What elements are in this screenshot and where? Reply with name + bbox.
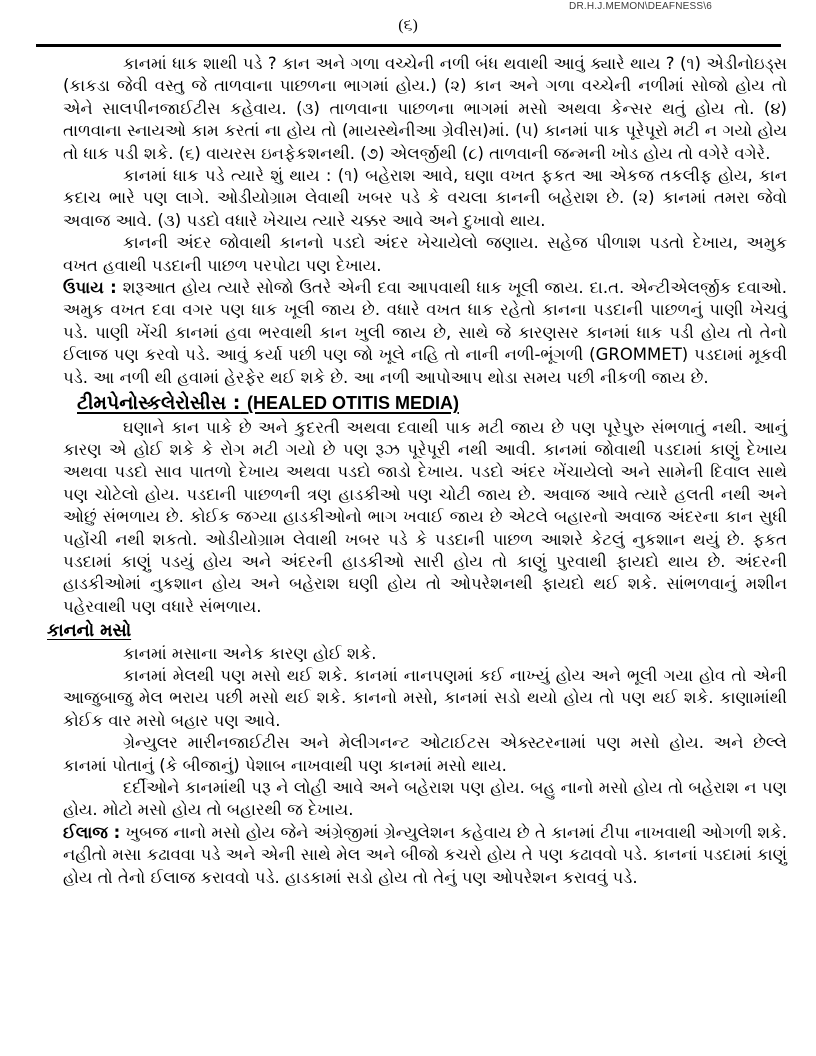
paragraph-ear-blockage-causes: કાનમાં ધાક શાથી પડે ? કાન અને ગળા વચ્ચેની નળી બંધ થવાથી આવું ક્યારે થાય ? (૧) એડીનોઇડ્સ (કાકડા જેવી વસ્તુ જે તાળવાના પાછળના ભાગમાં હોય.) (૨) કાન અને ગળા વચ્ચેની નળીમાં સોજો હોય તો એને સાલપીનજાઈટીસ કહેવાય. (૩) તાળવાના પાછળના ભાગમાં મસો અથવા કેન્સર થતું હોય તો. (૪) તાળવાના સ્નાયઓ કામ કરતાં ના હોય તો (માયસ્થેનીઆ ગ્રેવીસ)માં. (૫) કાનમાં પાક પૂરેપૂરો મટી ન ગયો હોય તો ધાક પડી શકે. (૬) વાયરસ ઇનફેકશનથી. (૭) એલર્જીથી (૮) તાળવાની જન્મની ખોડ હોય તો વગેરે વગેરે. — [63, 54, 787, 163]
heading-healed-otitis-media-english: (HEALED OTITIS MEDIA) — [246, 393, 459, 414]
treatment-text: ખુબજ નાનો મસો હોય જેને અંગ્રેજીમાં ગ્રેન્યુલેશન કહેવાય છે તે કાનમાં ટીપા નાખવાથી ઓગળી શકે. નહીતો મસા કઢાવવા પડે અને એની સાથે મેલ અને બીજો કચરો હોય તે પણ કઢાવવો પડે. કાનનાં પડદામાં કાણું હોય તો તેનો ઈલાજ કરાવવો પડે. હાડકામાં સડો હોય તો તેનું પણ ઓપરેશન કરાવવું પડે. — [63, 822, 787, 887]
remedy-label: ઉપાય : — [63, 278, 117, 298]
paragraph-ear-blockage-symptoms: કાનમાં ધાક પડે ત્યારે શું થાય : (૧) બહેરાશ આવે, ઘણા વખત ફકત આ એકજ તકલીફ હોય, કાન કદાચ ભારે પણ લાગે. ઓડીયોગ્રામ લેવાથી ખબર પડે કે વચલા કાનની બહેરાશ છે. (૨) કાનમાં તમરા જેવો અવાજ આવે. (૩) પડદો વધારે ખેચાય ત્યારે ચક્કર આવે અને દુખાવો થાય. — [63, 166, 787, 230]
heading-tympanosclerosis-gujarati: ટીમપેનોસ્કલેરોસીસ : — [77, 392, 241, 415]
paragraph-treatment — [63, 822, 787, 889]
paragraph-ear-examination: કાનની અંદર જોવાથી કાનનો પડદો અંદર ખેચાયેલો જણાય. સહેજ પીળાશ પડતો દેખાય, અમુક વખત હવાથી પડદાની પાછળ પરપોટા પણ દેખાય. — [63, 233, 787, 275]
paragraph-polyp-causes-more: ગ્રેન્યુલર મારીનજાઈટીસ અને મેલીગનન્ટ ઓટાઈટસ એક્સ્ટરનામાં પણ મસો હોય. અને છેલ્લે કાનમાં પોતાનું (કે બીજાનું) પેશાબ નાખવાથી પણ કાનમાં મસો થાય. — [63, 733, 787, 775]
document-body — [47, 53, 787, 889]
section-heading-ear-polyp — [47, 620, 787, 642]
header-rule-divider — [36, 44, 781, 47]
page-number: (૬) — [398, 17, 418, 34]
treatment-label: ઈલાજ : — [63, 822, 121, 842]
paragraph-polyp-causes: કાનમાં મેલથી પણ મસો થઈ શકે. કાનમાં નાનપણમાં કઈ નાખ્યું હોય અને ભૂલી ગયા હોવ તો એની આજુબાજુ મેલ ભરાય પછી મસો થઈ શકે. કાનનો મસો, કાનમાં સડો થયો હોય તો પણ થઈ શકે. કાણામાંથી કોઈક વાર મસો બહાર પણ આવે. — [63, 665, 787, 730]
section-heading-tympanosclerosis — [77, 392, 787, 414]
paragraph-remedy — [63, 277, 787, 389]
heading-ear-polyp-label: કાનનો મસો — [47, 621, 132, 642]
paragraph-polyp-symptoms: દર્દીઓને કાનમાંથી પરૂ ને લોહી આવે અને બહેરાશ પણ હોય. બહુ નાનો મસો હોય તો બહેરાશ ન પણ હોય. મોટો મસો હોય તો બહારથી જ દેખાય. — [63, 778, 787, 820]
remedy-text: શરૂઆત હોય ત્યારે સોજો ઉતરે એની દવા આપવાથી ધાક ખૂલી જાય. દા.ત. એન્ટીએલર્જીક દવાઓ. અમુક વખત દવા વગર પણ ધાક ખૂલી જાય છે. વધારે વખત ધાક રહેતો કાનના પડદાની પાછળનું પાણી ખેચવું પડે. પાણી ખેંચી કાનમાં હવા ભરવાથી કાન ખુલી જાય છે, સાથે જે કારણસર કાનમાં ધાક પડી હોય તો તેનો ઈલાજ પણ કરવો પડે. આવું કર્યા પછી પણ જો ખૂલે નહિ તો નાની નળી-ભૂંગળી (GROMMET) પડદામાં મૂકવી પડે. આ નળી થી હવામાં હેરફેર થઈ શકે છે. આ નળી આપોઆપ થોડા સમય પછી નીકળી જાય છે. — [63, 278, 787, 387]
paragraph-tympanosclerosis-details: ઘણાને કાન પાકે છે અને કુદરતી અથવા દવાથી પાક મટી જાય છે પણ પૂરેપુરુ સંભળાતું નથી. આનું કારણ એ હોઈ શકે કે રોગ મટી ગયો છે પણ રૂઝ પૂરેપૂરી નથી આવી. કાનમાં જોવાથી પડદામાં કાણું દેખાય અથવા પડદો સાવ પાતળો દેખાય અથવા પડદો જાડો દેખાય. પડદો અંદર ખેંચાયેલો અને સામેની દિવાલ સાથે પણ ચોટેલો હોય. પડદાની પાછળની ત્રણ હાડકીઓ પણ ચોટી જાય છે. અવાજ આવે ત્યારે હલતી નથી અને ઓછું સંભળાય છે. કોઈક જગ્યા હાડકીઓનો ભાગ ખવાઈ જાય છે એટલે બહારનો અવાજ અંદરના કાન સુધી પહોંચી નથી શકતો. ઓડીયોગ્રામ લેવાથી ખબર પડે કે પડદાની પાછળ આશરે કેટલું નુકશાન થયું છે. ફકત પડદામાં કાણું પડયું હોય અને અંદરની હાડકીઓ સારી હોય તો કાણું પુરવાથી ફાયદો થાય છે. અંદરની હાડકીઓમાં નુકશાન હોય અને બહેરાશ ઘણી હોય તો ઓપરેશનથી ફાયદો થઈ શકે. સાંભળવાનું મશીન પહેરવાથી પણ વધારે સંભળાય. — [63, 417, 787, 616]
paragraph-polyp-intro: કાનમાં મસાના અનેક કારણ હોઈ શકે. — [123, 643, 377, 663]
header-filename: DR.H.J.MEMON\DEAFNESS\6 — [569, 1, 712, 12]
